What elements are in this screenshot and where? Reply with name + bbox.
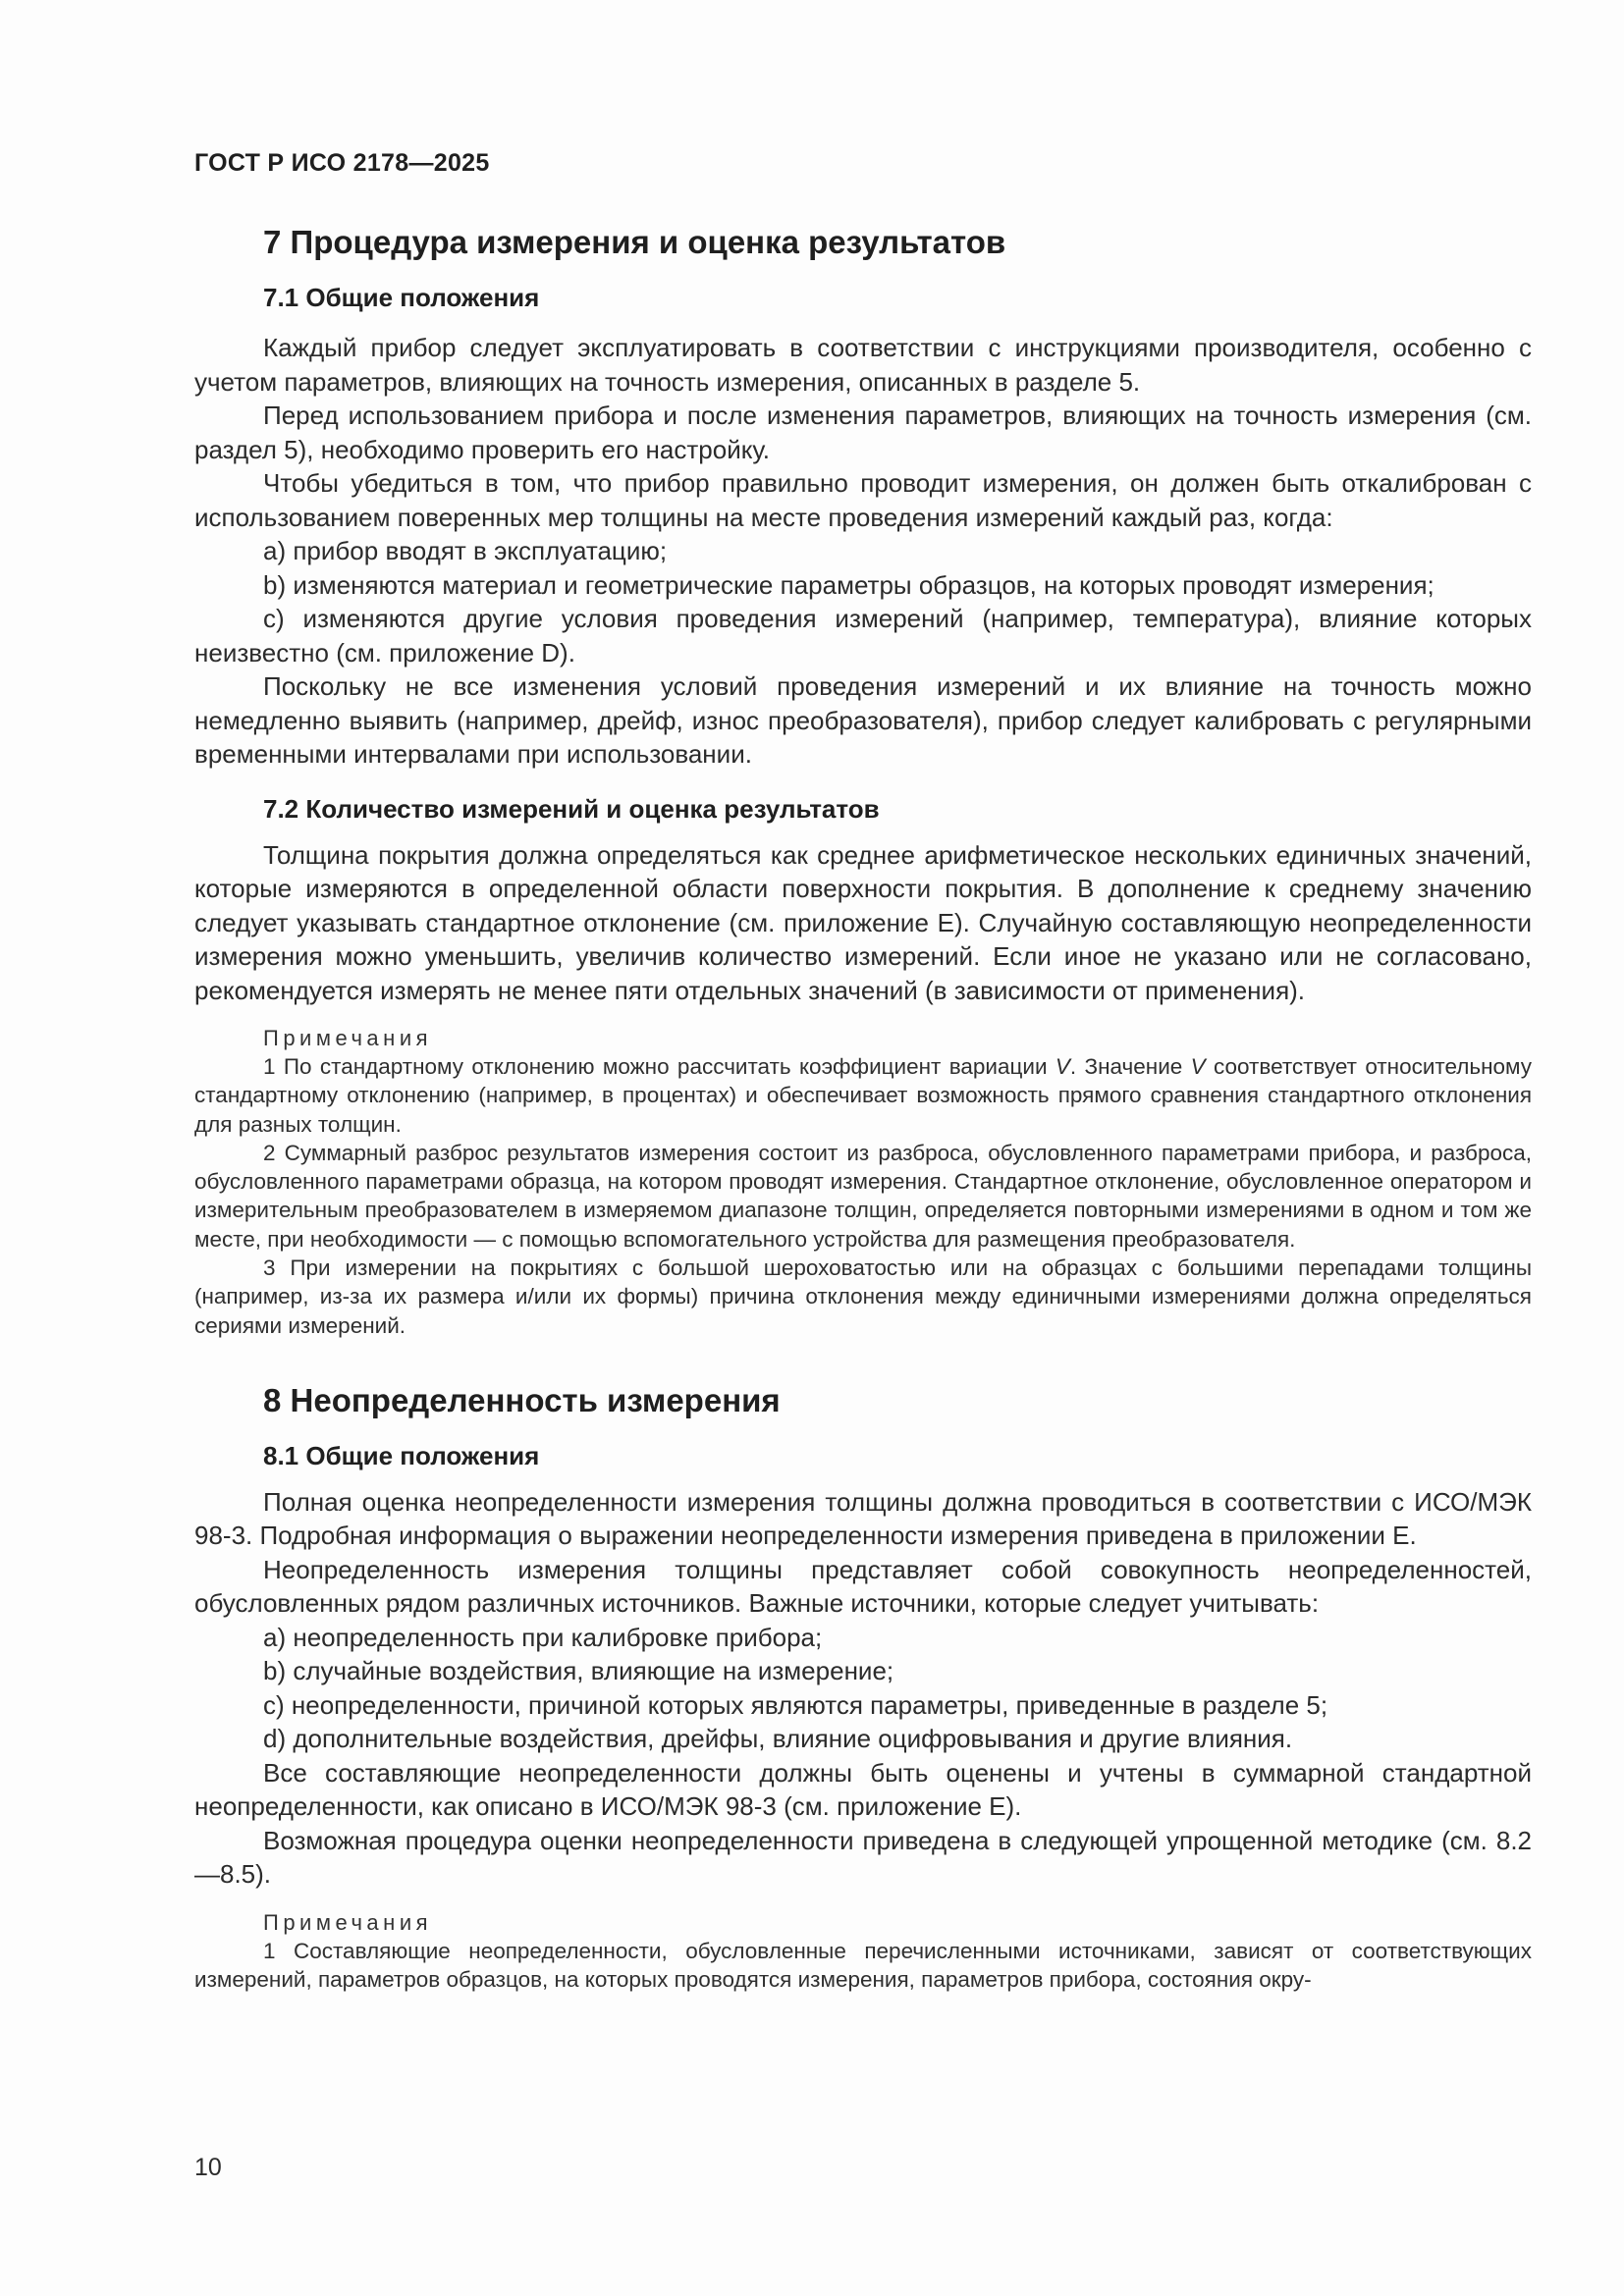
note-text: соответствует относительному стандартному отклонению (например, в процентах) и обеспечивает возможность прямого сравнения стандартного отклонения для разных толщин. xyxy=(194,1054,1532,1137)
paragraph: Перед использованием прибора и после изменения параметров, влияющих на точность измерения (см. раздел 5), необходимо проверить его настройку. xyxy=(194,400,1532,464)
note-2: 2 Суммарный разброс результатов измерения состоит из разброса, обусловленного параметрами прибора, и разброса, обусловленного параметрами образца, на котором проводят измерения. Стандартное отклонение, обусловленное оператором и измерительным преобразователем в измеряемом диапазоне толщин, определяется повторными измерениями в одном и том же месте, при необходимости — с помощью вспомогательного устройства для размещения преобразователя. xyxy=(194,1140,1532,1252)
note-3: 3 При измерении на покрытиях с большой шероховатостью или на образцах с большими перепадами толщины (например, из-за их размера и/или их формы) причина отклонения между единичными измерениями должна определяться сериями измерений. xyxy=(194,1255,1532,1338)
section-7-title: 7 Процедура измерения и оценка результатов xyxy=(263,224,1006,260)
paragraph: Толщина покрытия должна определяться как среднее арифметическое нескольких единичных значений, которые измеряются в определенной области поверхности покрытия. В дополнение к среднему значению следует указывать стандартное отклонение (см. приложение Е). Случайную составляющую неопределенности измерения можно уменьшить, увеличив количество измерений. Если иное не указано или не согласовано, рекомендуется измерять не менее пяти отдельных значений (в зависимости от применения). xyxy=(194,839,1532,1005)
list-item: с) неопределенности, причиной которых являются параметры, приведенные в разделе 5; xyxy=(263,1689,1328,1720)
paragraph: Все составляющие неопределенности должны быть оценены и учтены в суммарной стандартной неопределенности, как описано в ИСО/МЭК 98-3 (см. приложение Е). xyxy=(194,1757,1532,1822)
note-1 xyxy=(194,1052,1532,1139)
section-8-title: 8 Неопределенность измерения xyxy=(263,1381,781,1418)
list-item: b) изменяются материал и геометрические параметры образцов, на которых проводят измерения; xyxy=(263,569,1435,600)
list-item: а) прибор вводят в эксплуатацию; xyxy=(263,536,668,565)
paragraph: Поскольку не все изменения условий проведения измерений и их влияние на точность можно немедленно выявить (например, дрейф, износ преобразователя), прибор следует калибровать с регулярными временными интервалами при использовании. xyxy=(194,671,1532,769)
document-code-header: ГОСТ Р ИСО 2178—2025 xyxy=(194,149,490,177)
notes-heading: Примечания xyxy=(263,1026,433,1050)
variable-v: V xyxy=(1190,1054,1206,1079)
page-number: 10 xyxy=(194,2154,222,2181)
note-1: 1 Составляющие неопределенности, обусловленные перечисленными источниками, зависят от соответствующих измерений, параметров образцов, на которых проводятся измерения, параметров прибора, состояния окру- xyxy=(194,1938,1532,1993)
note-text: . Значение xyxy=(1069,1054,1191,1079)
note-text: 1 По стандартному отклонению можно рассчитать коэффициент вариации xyxy=(263,1054,1056,1079)
section-8-1-title: 8.1 Общие положения xyxy=(263,1440,540,1470)
notes-heading: Примечания xyxy=(263,1909,433,1935)
page-content xyxy=(194,221,1532,1995)
list-item: а) неопределенность при калибровке прибора; xyxy=(263,1622,823,1652)
section-7-2-title: 7.2 Количество измерений и оценка результатов xyxy=(263,793,880,824)
paragraph: Полная оценка неопределенности измерения толщины должна проводиться в соответствии с ИСО/МЭК 98-3. Подробная информация о выражении неопределенности измерения приведена в приложении Е. xyxy=(194,1486,1532,1551)
list-item: d) дополнительные воздействия, дрейфы, влияние оцифровывания и другие влияния. xyxy=(263,1724,1293,1754)
paragraph: Каждый прибор следует эксплуатировать в соответствии с инструкциями производителя, особенно с учетом параметров, влияющих на точность измерения, описанных в разделе 5. xyxy=(194,333,1532,397)
section-7-1-title: 7.1 Общие положения xyxy=(263,283,540,312)
list-item: с) изменяются другие условия проведения измерений (например, температура), влияние которых неизвестно (см. приложение D). xyxy=(194,604,1532,667)
list-item: b) случайные воздействия, влияющие на измерение; xyxy=(263,1656,894,1686)
paragraph: Возможная процедура оценки неопределенности приведена в следующей упрощенной методике (см. 8.2—8.5). xyxy=(194,1825,1532,1890)
paragraph: Неопределенность измерения толщины представляет собой совокупность неопределенностей, обусловленных рядом различных источников. Важные источники, которые следует учитывать: xyxy=(194,1554,1532,1619)
variable-v: V xyxy=(1055,1054,1070,1079)
paragraph: Чтобы убедиться в том, что прибор правильно проводит измерения, он должен быть откалиброван с использованием поверенных мер толщины на месте проведения измерений каждый раз, когда: xyxy=(194,468,1532,532)
